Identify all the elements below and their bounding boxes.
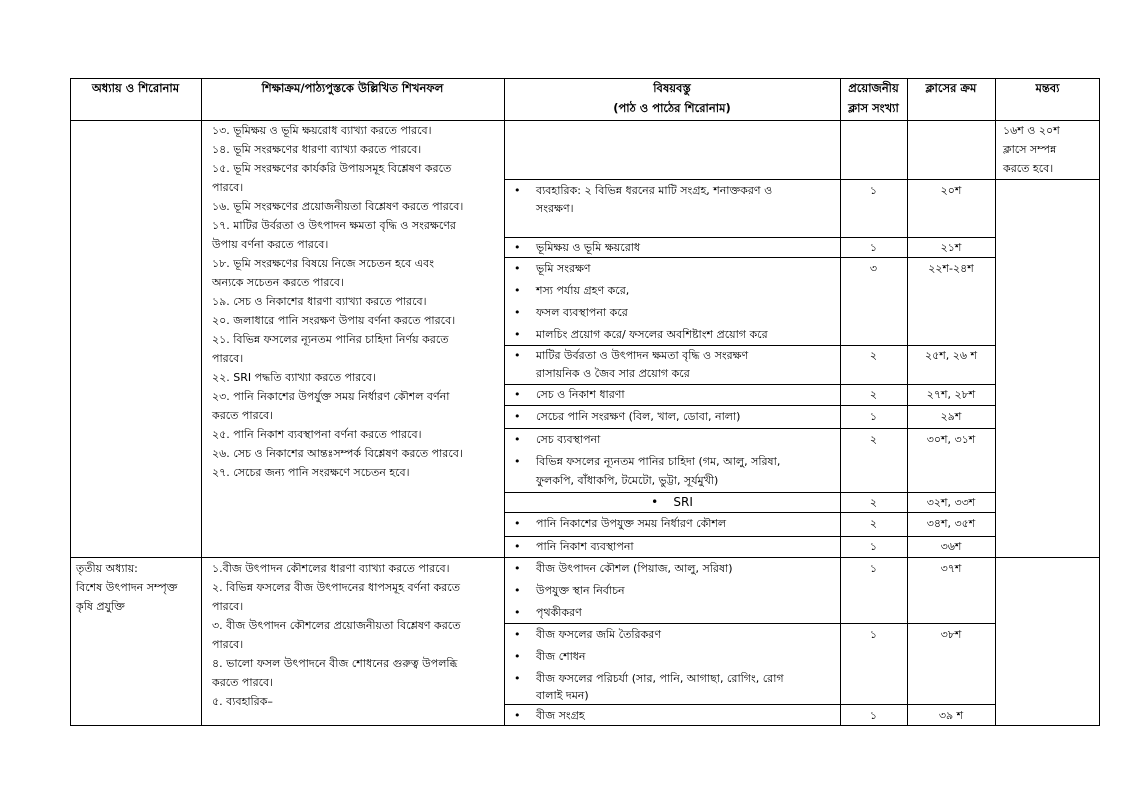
outcome-line: পারবে। [212, 638, 244, 651]
outcome-line: ১৫. ভূমি সংরক্ষণের কার্যকরি উপায়সমূহ বিশ্লেষণ করতে [212, 162, 452, 175]
class-count: ১ [869, 184, 878, 197]
content-item: • শস্য পর্যায় গ্রহণ করে, [536, 281, 629, 300]
class-order: ৩৬শ [940, 540, 962, 553]
outcome-line: ২৩. পানি নিকাশের উপর্যুক্ত সময় নির্ধারণ কৌশল বর্ণনা [212, 390, 450, 403]
content-item: • মাটির উর্বরতা ও উৎপাদন ক্ষমতা বৃদ্ধি ও সংরক্ষণ [536, 346, 748, 365]
class-count: ২ [869, 496, 878, 509]
outcome-line: ২১. বিভিন্ন ফসলের ন্যূনতম পানির চাহিদা নির্ণয় করতে [212, 333, 449, 346]
outcome-line: ১৬. ভূমি সংরক্ষণের প্রয়োজনীয়তা বিশ্লেষণ করতে পারবে। [212, 200, 464, 213]
outcome-line: ১৯. সেচ ও নিকাশের ধারণা ব্যাখ্যা করতে পারবে। [212, 295, 427, 308]
outcome-line: ২. বিভিন্ন ফসলের বীজ উৎপাদনের ধাপসমূহ বর্ণনা করতে [212, 581, 460, 594]
class-count: ১ [869, 628, 878, 641]
class-count: ৩ [869, 262, 878, 275]
outcome-line: ১.বীজ উৎপাদন কৌশলের ধারণা ব্যাখ্যা করতে পারবে। [212, 562, 450, 575]
outcome-line: ৫. ব্যবহারিক– [212, 695, 273, 708]
outcome-line: পারবে। [212, 352, 244, 365]
outcome-line: ২৭. সেচের জন্য পানি সংরক্ষণে সচেতন হবে। [212, 466, 410, 479]
lesson-plan-table [70, 78, 1100, 726]
class-count: ১ [869, 540, 878, 553]
class-order: ৩০শ, ৩১শ [926, 433, 976, 446]
content-item: • সেচ ব্যবস্থাপনা [536, 430, 600, 449]
bullet-glyph: • [651, 495, 674, 509]
content-item: • পানি নিকাশ ব্যবস্থাপনা [536, 537, 634, 556]
class-count: ১ [869, 709, 878, 722]
content-item: • মালচিং প্রয়োগ করে/ ফসলের অবশিষ্টাংশ প্রয়োগ করে [536, 325, 768, 344]
class-order: ৩৪শ, ৩৫শ [926, 517, 976, 530]
outcome-line: ২২. SRI পদ্ধতি ব্যাখ্যা করতে পারবে। [212, 371, 376, 384]
class-count: ২ [869, 433, 878, 446]
content-item-label: SRI [673, 495, 693, 509]
class-count: ২ [869, 349, 878, 362]
remarks-line: ১৬শ ও ২০শ [1003, 124, 1060, 137]
content-item: • সেচের পানি সংরক্ষণ (বিল, খাল, ডোবা, নালা) [536, 407, 740, 426]
content-item: • বীজ ফসলের জমি তৈরিকরণ [536, 625, 661, 644]
content-item: • ভূমি সংরক্ষণ [536, 259, 591, 278]
header-content-sub: (পাঠ ও পাঠের শিরোনাম) [613, 101, 731, 115]
outcome-line: ১৭. মাটির উর্বরতা ও উৎপাদন ক্ষমতা বৃদ্ধি ও সংরক্ষণের [212, 219, 456, 232]
content-item-cont: রাসায়নিক ও জৈব সার প্রয়োগ করে [536, 367, 690, 380]
content-item: • বীজ শোধন [536, 647, 586, 666]
content-item: • ভূমিক্ষয় ও ভূমি ক্ষয়রোধ [536, 238, 640, 257]
header-content: বিষয়বস্তু [653, 81, 691, 95]
class-count: ১ [869, 562, 878, 575]
class-order: ৩৯ শ [938, 709, 964, 722]
outcome-line: পারবে। [212, 181, 244, 194]
content-item: • সেচ ও নিকাশ ধারণা [536, 385, 625, 404]
content-item: • বীজ সংগ্রহ [536, 706, 585, 725]
content-item: • পানি নিকাশের উপযুক্ত সময় নির্ধারণ কৌশল [536, 514, 726, 533]
chapter-title: তৃতীয় অধ্যায়: [76, 562, 138, 575]
content-item: • ব্যবহারিক: ২ বিভিন্ন ধরনের মাটি সংগ্রহ, শনাক্তকরণ ও [536, 181, 772, 200]
content-item: • পৃথকীকরণ [536, 603, 582, 622]
class-order: ২২শ-২৪শ [928, 262, 974, 275]
outcome-line: করতে পারবে। [212, 676, 274, 689]
class-order: ২৫শ, ২৬ শ [924, 349, 978, 362]
content-item-cont: ফুলকপি, বাঁধাকপি, টমেটো, ভুট্টা, সূর্যমুখী) [536, 474, 719, 487]
remarks-line: করতে হবে। [1003, 162, 1054, 175]
content-item-sri [504, 493, 840, 513]
class-count: ২ [869, 388, 878, 401]
outcome-line: ৪. ভালো ফসল উৎপাদনে বীজ শোধনের গুরুত্ব উপলব্ধি [212, 657, 458, 670]
header-order: ক্লাসের ক্রম [925, 81, 977, 95]
outcome-line: উপায় বর্ণনা করতে পারবে। [212, 238, 329, 251]
header-classes-sub: ক্লাস সংখ্যা [848, 101, 899, 115]
content-item: • উপযুক্ত স্থান নির্বাচন [536, 581, 625, 600]
content-item: • ফসল ব্যবস্থাপনা করে [536, 303, 628, 322]
class-order: ৩৭শ [940, 562, 962, 575]
header-classes: প্রয়োজনীয় [848, 81, 899, 95]
outcome-line: ২৬. সেচ ও নিকাশের আন্তঃসম্পর্ক বিশ্লেষণ করতে পারবে। [212, 447, 463, 460]
class-order: ৩২শ, ৩৩শ [926, 496, 976, 509]
outcome-line: ২৫. পানি নিকাশ ব্যবস্থাপনা বর্ণনা করতে পারবে। [212, 428, 422, 441]
class-count: ২ [869, 517, 878, 530]
outcome-line: ১৮. ভূমি সংরক্ষণের বিষয়ে নিজে সচেতন হবে এবং [212, 257, 434, 270]
content-item: • বীজ ফসলের পরিচর্যা (সার, পানি, আগাছা, রোগিং, রোগ [536, 669, 784, 688]
outcome-line: ২০. জলাধারে পানি সংরক্ষণ উপায় বর্ণনা করতে পারবে। [212, 314, 456, 327]
content-item-cont: সংরক্ষণ। [536, 202, 574, 215]
class-order: ২৭শ, ২৮শ [926, 388, 976, 401]
content-item-cont: বালাই দমন) [536, 689, 589, 702]
outcome-line: করতে পারবে। [212, 409, 274, 422]
class-order: ২৯শ [940, 410, 962, 423]
class-count: ১ [869, 410, 878, 423]
outcome-line: ১৪. ভূমি সংরক্ষণের ধারণা ব্যাখ্যা করতে পারবে। [212, 143, 422, 156]
class-order: ৩৮শ [940, 628, 962, 641]
outcome-line: ৩. বীজ উৎপাদন কৌশলের প্রয়োজনীয়তা বিশ্লেষণ করতে [212, 619, 461, 632]
remarks-line: ক্লাসে সম্পন্ন [1003, 143, 1057, 156]
header-chapter: অধ্যায় ও শিরোনাম [91, 81, 180, 95]
header-remarks: মন্তব্য [1035, 81, 1060, 95]
chapter-title: বিশেষ উৎপাদন সম্পৃক্ত [76, 581, 178, 594]
class-count: ১ [869, 241, 878, 254]
header-outcomes: শিক্ষাক্রম/পাঠ্যপুস্তকে উল্লিখিত শিখনফল [261, 81, 444, 95]
content-item: • বিভিন্ন ফসলের ন্যূনতম পানির চাহিদা (গম, আলু, সরিষা, [536, 452, 780, 471]
class-order: ২০শ [940, 184, 962, 197]
outcome-line: ১৩. ভূমিক্ষয় ও ভূমি ক্ষয়রোধ ব্যাখ্যা করতে পারবে। [212, 124, 432, 137]
content-item: • বীজ উৎপাদন কৌশল (পিয়াজ, আলু, সরিষা) [536, 559, 733, 578]
outcome-line: অন্যকে সচেতন করতে পারবে। [212, 276, 344, 289]
chapter-title: কৃষি প্রযুক্তি [76, 600, 125, 613]
outcome-line: পারবে। [212, 600, 244, 613]
class-order: ২১শ [940, 241, 962, 254]
